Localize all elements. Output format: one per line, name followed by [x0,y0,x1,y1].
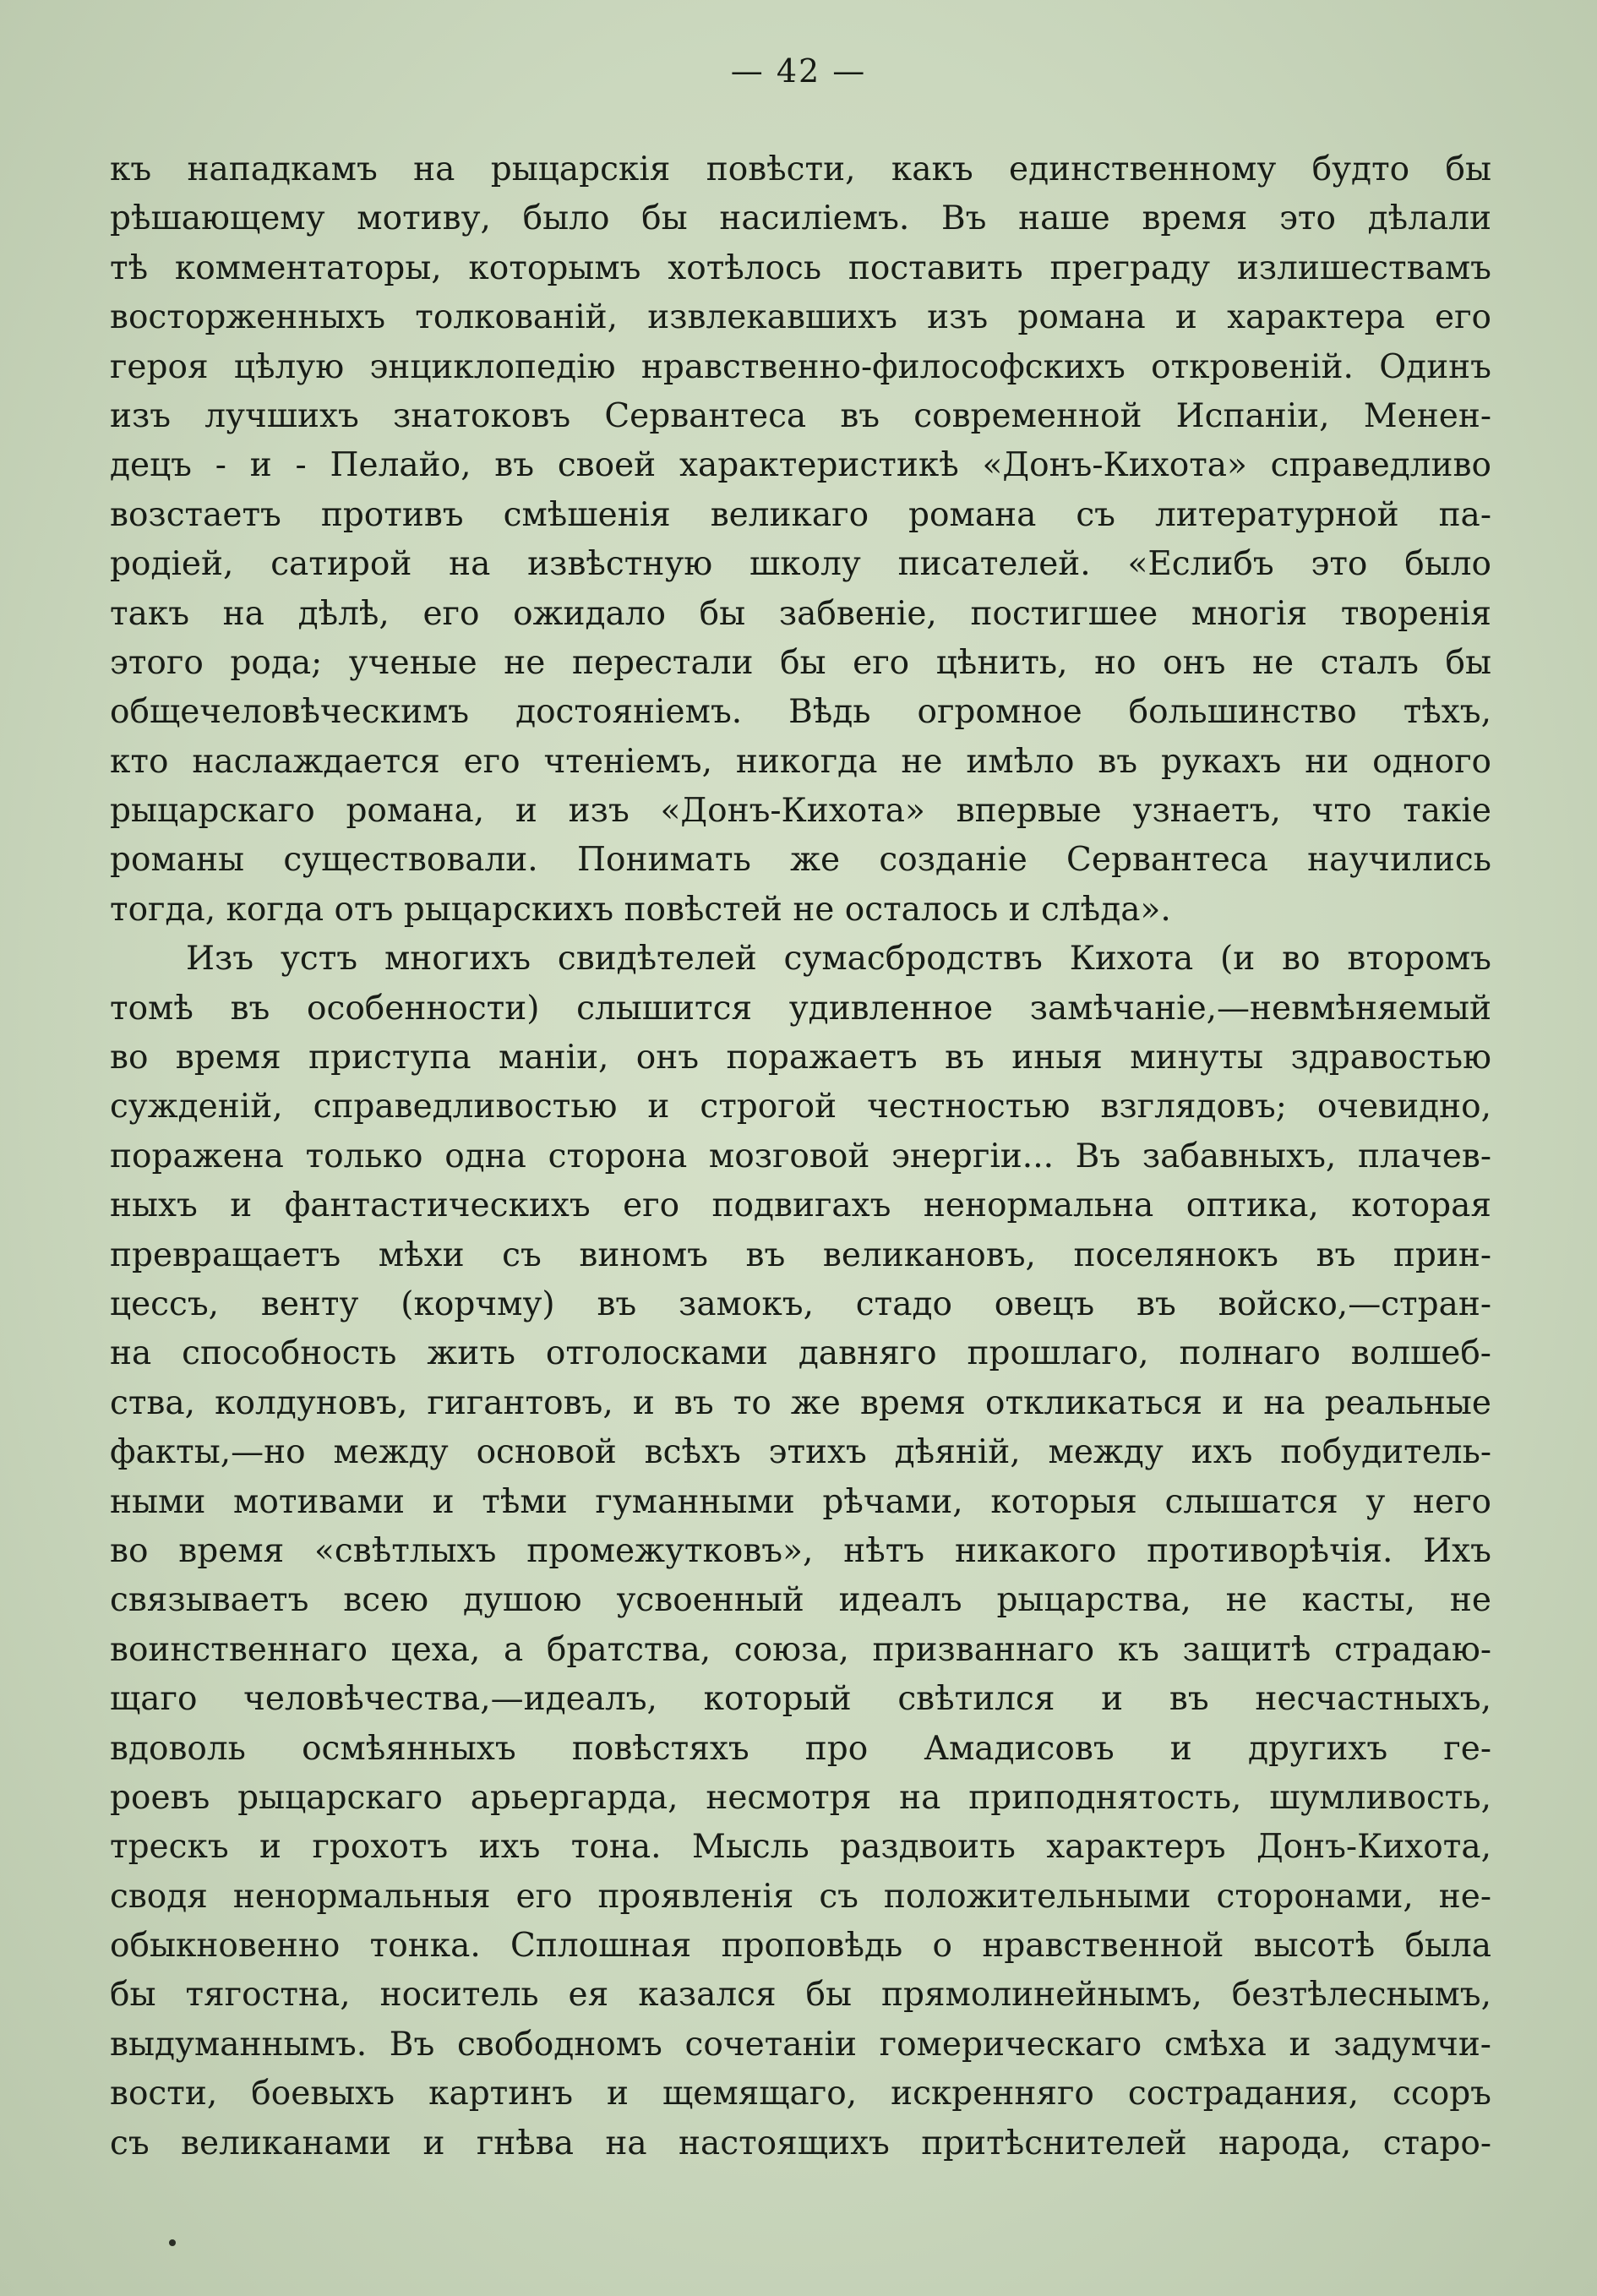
paper-speck [169,2239,176,2246]
text-column [110,145,1491,2168]
text-line: во время приступа маніи, онъ поражаетъ въ иныя минуты здравостью [110,1039,1491,1077]
text-line: факты,—но между основой всѣхъ этихъ дѣяній, между ихъ побудитель- [110,1433,1491,1472]
text-line: тогда, когда отъ рыцарскихъ повѣстей не осталось и слѣда». [110,890,1171,929]
text-line: щаго человѣчества,—идеалъ, который свѣтился и въ несчастныхъ, [110,1680,1491,1719]
text-line: Изъ устъ многихъ свидѣтелей сумасбродствъ Кихота (и во второмъ [186,940,1491,979]
page-number: — 42 — [730,52,867,90]
text-line: такъ на дѣлѣ, его ожидало бы забвеніе, постигшее многія творенія [110,594,1491,633]
text-line: кто наслаждается его чтеніемъ, никогда не имѣло въ рукахъ ни одного [110,742,1491,781]
text-line: вости, боевыхъ картинъ и щемящаго, искренняго сострадания, ссоръ [110,2075,1491,2113]
text-line: выдуманнымъ. Въ свободномъ сочетаніи гомерическаго смѣха и задумчи- [110,2025,1491,2064]
text-line: тѣ комментаторы, которымъ хотѣлось поставить преграду излишествамъ [110,248,1491,287]
text-line: рѣшающему мотиву, было бы насиліемъ. Въ наше время это дѣлали [110,199,1491,238]
text-line: децъ - и - Пелайо, въ своей характеристикѣ «Донъ-Кихота» справедливо [110,446,1491,485]
text-line: связываетъ всею душою усвоенный идеалъ рыцарства, не касты, не [110,1581,1491,1620]
text-line: родіей, сатирой на извѣстную школу писателей. «Еслибъ это было [110,545,1491,584]
text-line: сводя ненормальныя его проявленія съ положительными сторонами, не- [110,1877,1491,1916]
text-line: превращаетъ мѣхи съ виномъ въ великановъ, поселянокъ въ прин- [110,1235,1491,1274]
text-line: ныхъ и фантастическихъ его подвигахъ ненормальна оптика, которая [110,1186,1491,1225]
text-line: ными мотивами и тѣми гуманными рѣчами, которыя слышатся у него [110,1482,1491,1521]
text-line: трескъ и грохотъ ихъ тона. Мысль раздвоить характеръ Донъ-Кихота, [110,1828,1491,1867]
text-line: изъ лучшихъ знатоковъ Сервантеса въ современной Испаніи, Менен- [110,396,1491,435]
text-line: съ великанами и гнѣва на настоящихъ притѣснителей народа, старо- [110,2124,1491,2162]
text-line: общечеловѣческимъ достояніемъ. Вѣдь огромное большинство тѣхъ, [110,693,1491,732]
text-line: цессъ, венту (корчму) въ замокъ, стадо овецъ въ войско,—стран- [110,1284,1491,1323]
text-line: обыкновенно тонка. Сплошная проповѣдь о нравственной высотѣ была [110,1927,1491,1966]
text-line: восторженныхъ толкованій, извлекавшихъ изъ романа и характера его [110,298,1491,337]
text-line: къ нападкамъ на рыцарскія повѣсти, какъ единственному будто бы [110,150,1491,188]
text-line: поражена только одна сторона мозговой энергіи... Въ забавныхъ, плачев- [110,1137,1491,1175]
text-line: возстаетъ противъ смѣшенія великаго романа съ литературной па- [110,495,1491,534]
text-line: сужденій, справедливостью и строгой честностью взглядовъ; очевидно, [110,1088,1491,1126]
text-line: героя цѣлую энциклопедію нравственно-философскихъ откровеній. Одинъ [110,347,1491,386]
text-line: этого рода; ученые не перестали бы его цѣнить, но онъ не сталъ бы [110,643,1491,682]
text-line: воинственнаго цеха, а братства, союза, призваннаго къ защитѣ страдаю- [110,1630,1491,1669]
text-line: вдоволь осмѣянныхъ повѣстяхъ про Амадисовъ и другихъ ге- [110,1729,1491,1768]
text-line: на способность жить отголосками давняго прошлаго, полнаго волшеб- [110,1334,1491,1373]
text-line: романы существовали. Понимать же созданіе Сервантеса научились [110,841,1491,880]
text-line: ства, колдуновъ, гигантовъ, и въ то же время откликаться и на реальные [110,1383,1491,1422]
text-line: бы тягостна, носитель ея казался бы прямолинейнымъ, безтѣлеснымъ, [110,1976,1491,2015]
text-line: рыцарскаго романа, и изъ «Донъ-Кихота» впервые узнаетъ, что такіе [110,792,1491,831]
text-line: во время «свѣтлыхъ промежутковъ», нѣтъ никакого противорѣчія. Ихъ [110,1531,1491,1570]
text-line: роевъ рыцарскаго арьергарда, несмотря на приподнятость, шумливость, [110,1778,1491,1817]
text-line: томѣ въ особенности) слышится удивленное замѣчаніе,—невмѣняемый [110,989,1491,1028]
